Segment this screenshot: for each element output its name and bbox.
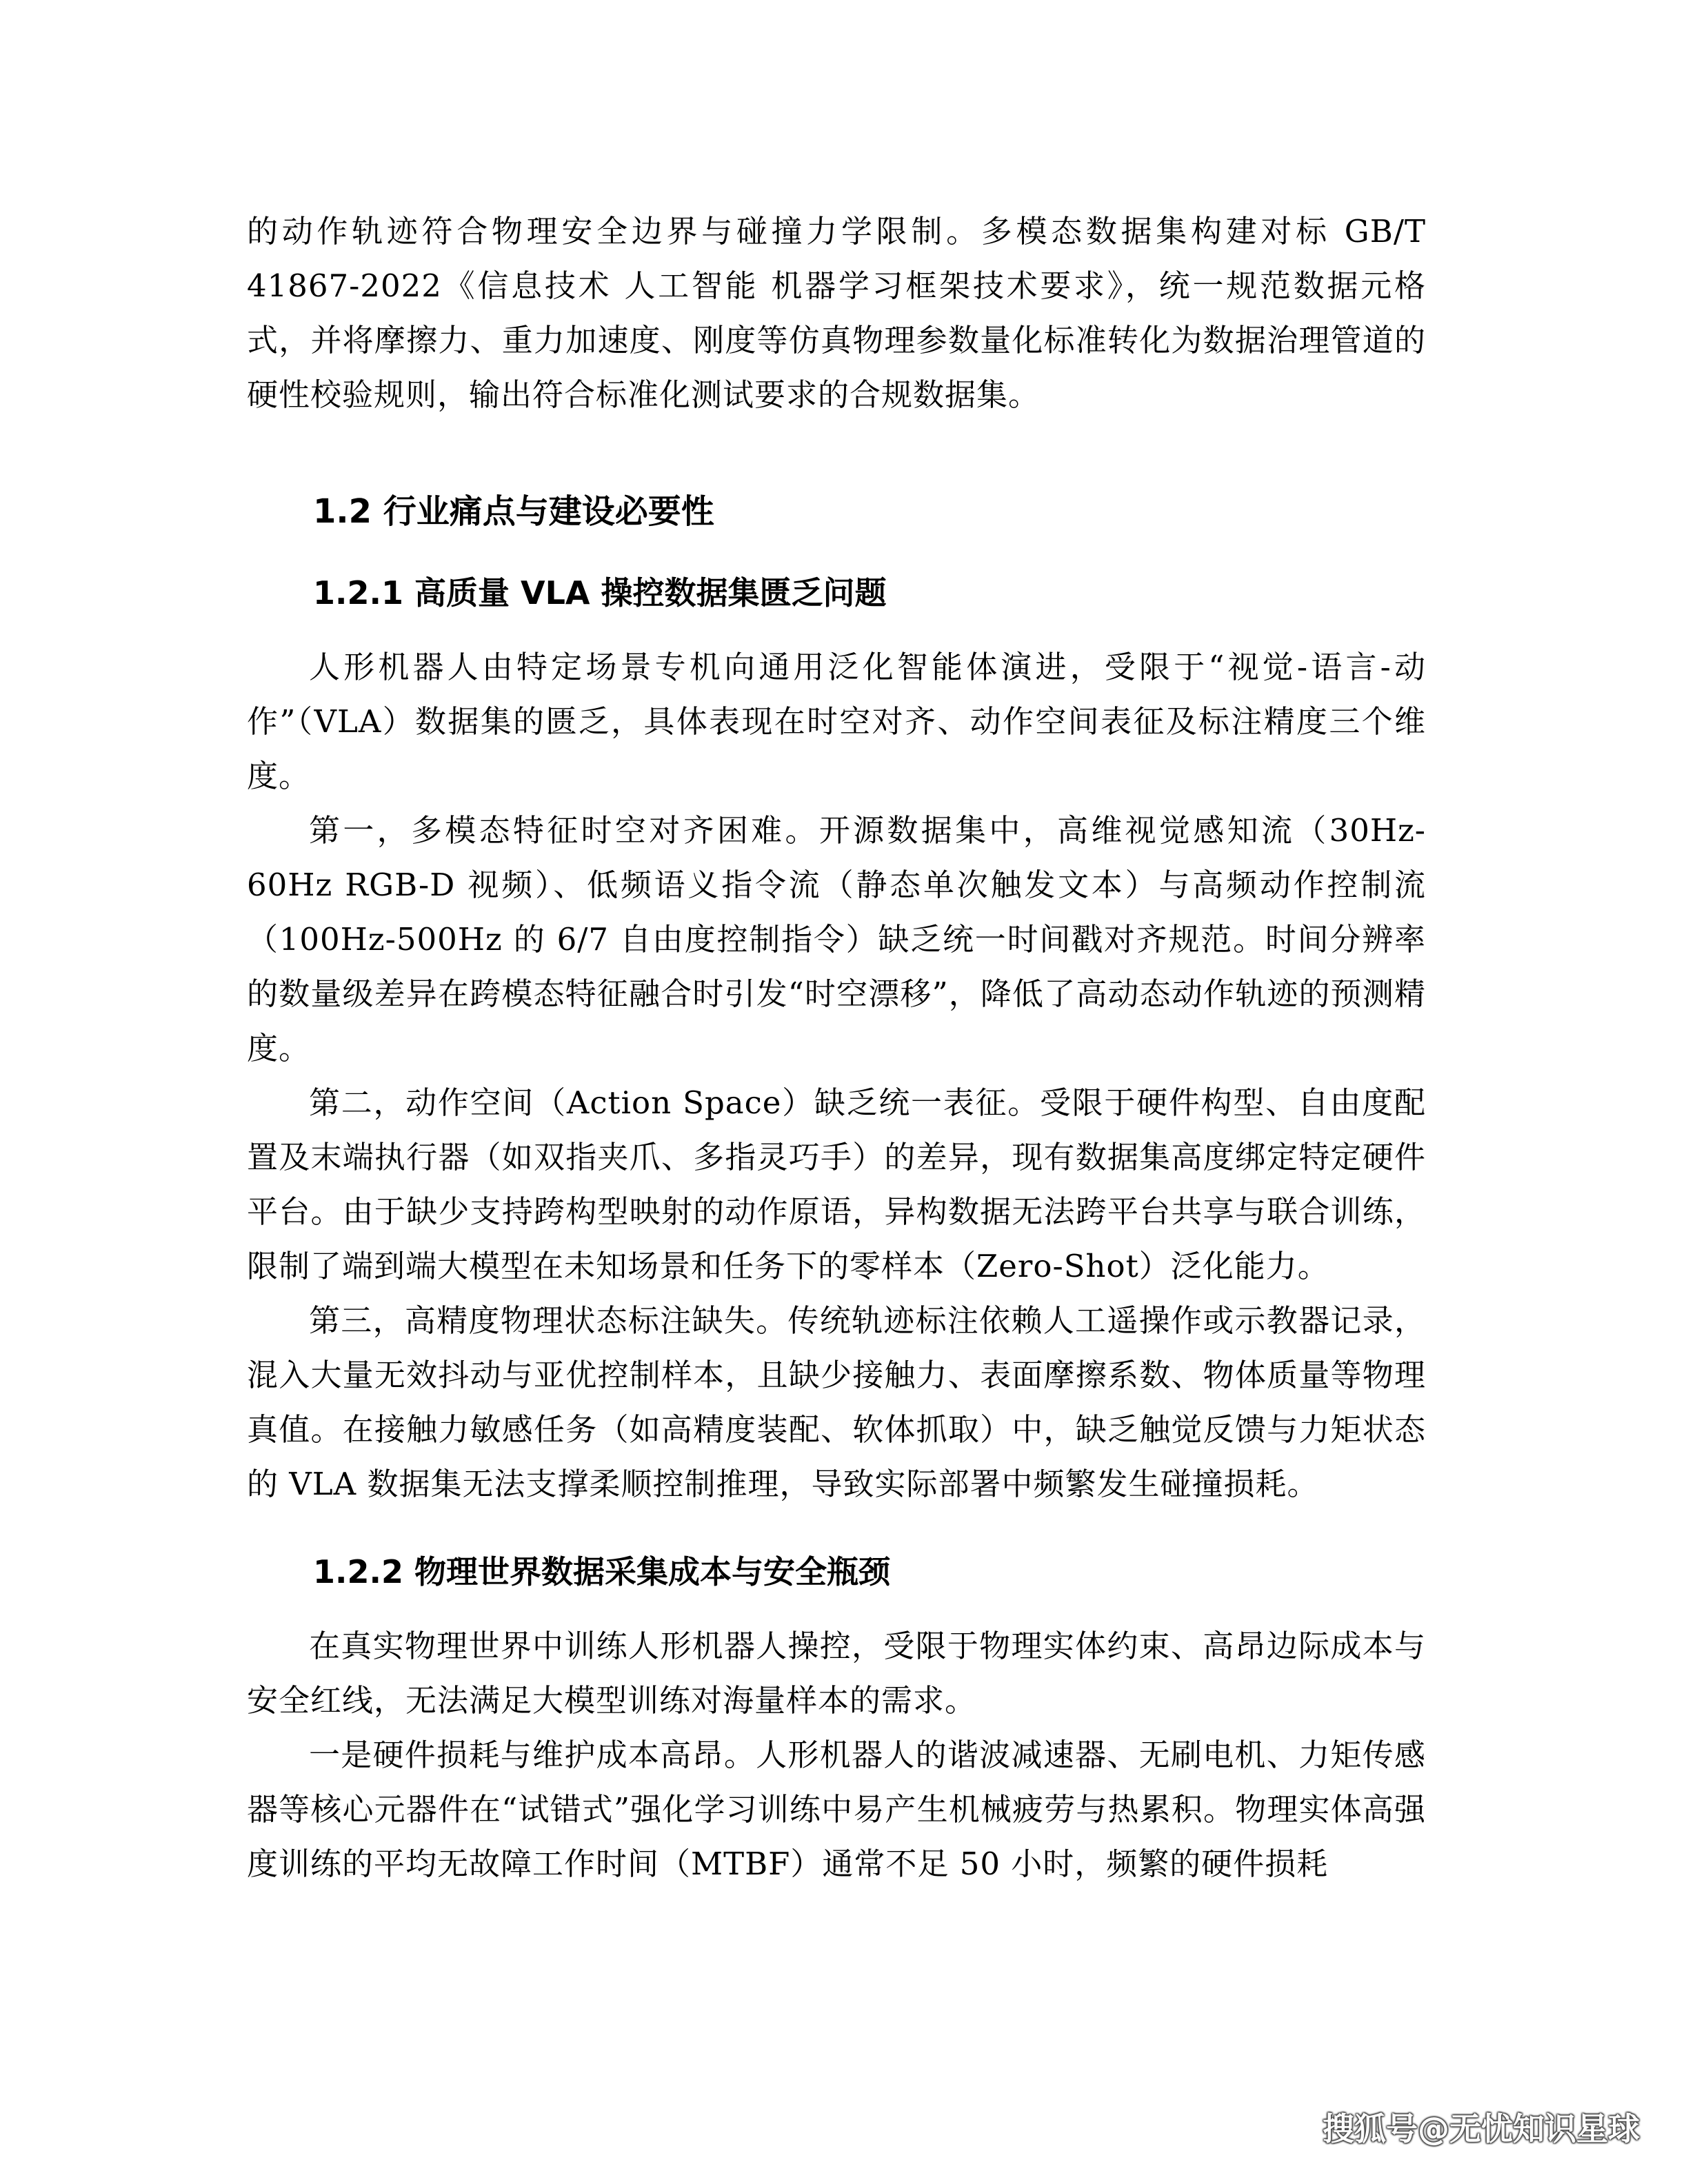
subsection-heading-1-2-2: 1.2.2 物理世界数据采集成本与安全瓶颈 — [313, 1553, 890, 1590]
paragraph: 人形机器人由特定场景专机向通用泛化智能体演进，受限于“视觉-语言-动作”（VLA）数据集的匮乏，具体表现在时空对齐、动作空间表征及标注精度三个维度。 — [247, 649, 1426, 794]
paragraph: 第二，动作空间（Action Space）缺乏统一表征。受限于硬件构型、自由度配置及末端执行器（如双指夹爪、多指灵巧手）的差异，现有数据集高度绑定特定硬件平台。由于缺少支持跨构型映射的动作原语，异构数据无法跨平台共享与联合训练，限制了端到端大模型在未知场景和任务下的零样本（Zero-Shot）泛化能力。 — [247, 1084, 1426, 1284]
subsection-heading-1-2-1: 1.2.1 高质量 VLA 操控数据集匮乏问题 — [313, 574, 887, 611]
paragraph: 第三，高精度物理状态标注缺失。传统轨迹标注依赖人工遥操作或示教器记录，混入大量无效抖动与亚优控制样本，且缺少接触力、表面摩擦系数、物体质量等物理真值。在接触力敏感任务（如高精度装配、软体抓取）中，缺乏触觉反馈与力矩状态的 VLA 数据集无法支撑柔顺控制推理，导致实际部署中频繁发生碰撞损耗。 — [247, 1302, 1426, 1502]
document-body — [247, 204, 1426, 1891]
paragraph: 一是硬件损耗与维护成本高昂。人形机器人的谐波减速器、无刷电机、力矩传感器等核心元器件在“试错式”强化学习训练中易产生机械疲劳与热累积。物理实体高强度训练的平均无故障工作时间（MTBF）通常不足 50 小时，频繁的硬件损耗 — [247, 1737, 1426, 1882]
paragraph: 第一，多模态特征时空对齐困难。开源数据集中，高维视觉感知流（30Hz-60Hz RGB-D 视频）、低频语义指令流（静态单次触发文本）与高频动作控制流（100Hz-500Hz 的 6/7 自由度控制指令）缺乏统一时间戳对齐规范。时间分辨率的数量级差异在跨模态特征融合时引发“时空漂移”，降低了高动态动作轨迹的预测精度。 — [247, 812, 1426, 1066]
paragraph: 在真实物理世界中训练人形机器人操控，受限于物理实体约束、高昂边际成本与安全红线，无法满足大模型训练对海量样本的需求。 — [247, 1628, 1426, 1719]
section-heading-1-2: 1.2 行业痛点与建设必要性 — [313, 492, 714, 531]
watermark: 搜狐号@无忧知识星球 — [1323, 2110, 1640, 2147]
paragraph-continuation: 的动作轨迹符合物理安全边界与碰撞力学限制。多模态数据集构建对标 GB/T 41867-2022《信息技术 人工智能 机器学习框架技术要求》，统一规范数据元格式，并将摩擦力、重力加速度、刚度等仿真物理参数量化标准转化为数据治理管道的硬性校验规则，输出符合标准化测试要求的合规数据集。 — [247, 213, 1426, 413]
